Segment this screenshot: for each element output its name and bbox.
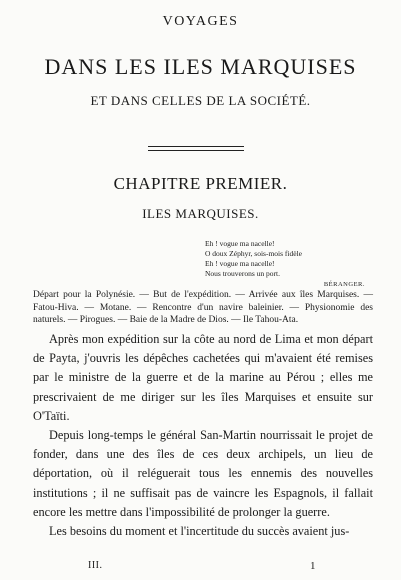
epigraph bbox=[205, 239, 375, 290]
paragraph: Les besoins du moment et l'incertitude du succès avaient jus- bbox=[49, 524, 350, 539]
volume-title: VOYAGES bbox=[162, 14, 239, 29]
body-text bbox=[33, 330, 373, 541]
decorative-rule bbox=[148, 146, 244, 151]
section-title: ILES MARQUISES. bbox=[142, 206, 259, 221]
signature-mark: III. bbox=[88, 560, 103, 571]
epigraph-line: Eh ! vogue ma nacelle! bbox=[205, 239, 275, 248]
paragraph: Depuis long-temps le général San-Martin nourrissait le projet de fonder, dans une des îles de ces deux archipels, un lieu de déportation, où il reléguerait tous les ennemis des nouvelles institutions ; il ne suffisait pas de vaincre les Espagnols, il fallait encore les mettre dans l'impossibilité de prolonger la guerre. bbox=[33, 428, 373, 519]
chapter-title: CHAPITRE PREMIER. bbox=[113, 174, 288, 193]
paragraph: Après mon expédition sur la côte au nord de Lima et mon départ de Payta, j'ouvris les dépêches cachetées qui m'avaient été remises par le ministre de la guerre et de la marine au Pérou ; elles me prescrivaient de me diriger sur les îles Marquises et ensuite sur O'Taïti. bbox=[33, 332, 373, 423]
main-title: DANS LES ILES MARQUISES bbox=[44, 54, 357, 79]
chapter-summary: Départ pour la Polynésie. — But de l'expédition. — Arrivée aux îles Marquises. — Fatou-Hiva. — Motane. — Rencontre d'un navire baleinier. — Physionomie des naturels. — Pirogues. — Baie de la Madre de Dios. — Ile Tahou-Ata. bbox=[33, 290, 373, 325]
epigraph-line: Nous trouverons un port. bbox=[205, 269, 280, 278]
epigraph-line: O doux Zéphyr, sois-mois fidèle bbox=[205, 249, 302, 258]
subtitle: ET DANS CELLES DE LA SOCIÉTÉ. bbox=[90, 93, 311, 108]
page-number: 1 bbox=[310, 560, 316, 572]
epigraph-author: BÉRANGER. bbox=[323, 281, 365, 288]
epigraph-line: Eh ! vogue ma nacelle! bbox=[205, 259, 275, 268]
